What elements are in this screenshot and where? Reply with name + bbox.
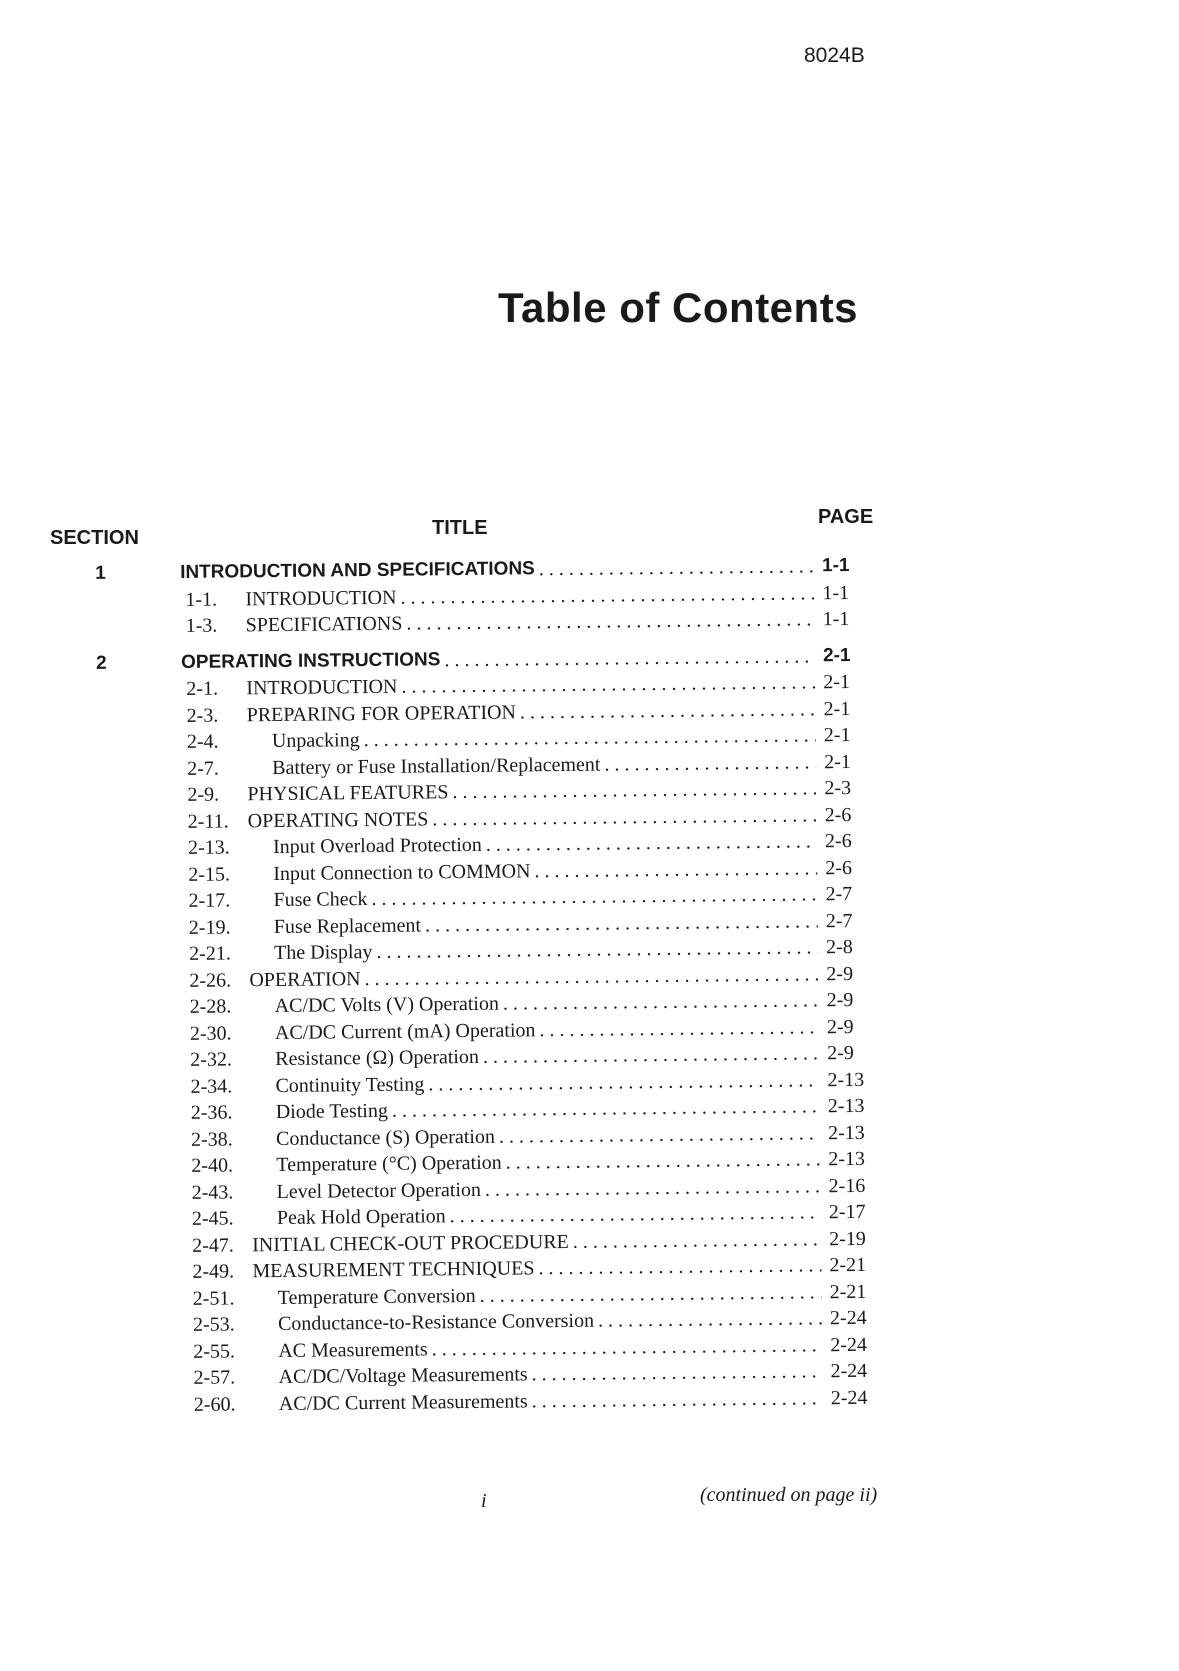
toc-entry-title: Fuse Check [273, 888, 368, 912]
toc-entry-number: 2-60. [193, 1392, 236, 1416]
toc-entry-title: Continuity Testing [275, 1072, 425, 1097]
toc-entry-title: Resistance (Ω) Operation [275, 1045, 480, 1071]
toc-entry-page: 2-8 [825, 935, 853, 959]
toc-entry-number: 2-13. [187, 836, 230, 859]
toc-entry-number: 2-30. [189, 1021, 232, 1045]
toc-entry-title: Unpacking [271, 729, 360, 753]
toc-entry-title: MEASUREMENT TECHNIQUES [252, 1257, 535, 1283]
toc-entry-title: Temperature Conversion [277, 1284, 476, 1309]
toc-entry-page: 2-1 [822, 644, 851, 666]
toc-entry-title: INTRODUCTION [245, 586, 397, 610]
toc-entry-page: 2-9 [826, 962, 854, 985]
dot-leader [452, 777, 816, 804]
toc-entry-number: 2-53. [192, 1313, 235, 1336]
dot-leader [392, 1095, 820, 1122]
toc-entry-number: 2-40. [191, 1154, 234, 1177]
toc-entry-page: 1-1 [822, 607, 850, 631]
toc-entry-page: 2-1 [823, 670, 851, 694]
toc-entry-title: AC Measurements [278, 1337, 428, 1362]
toc-entry-title: Input Connection to COMMON [273, 859, 531, 885]
toc-entry-number: 2-51. [192, 1286, 235, 1310]
dot-leader [534, 857, 817, 883]
dot-leader [428, 1069, 819, 1096]
toc-entry-page: 2-6 [824, 803, 852, 826]
toc-entry-title: AC/DC Volts (V) Operation [274, 992, 500, 1018]
toc-entry-number: 2-17. [188, 889, 231, 912]
toc-entry-number: 2-7. [187, 757, 219, 780]
toc-entry-number: 2-1. [186, 677, 219, 700]
toc-entry-title: OPERATION [249, 967, 361, 991]
toc-entry-number: 2-15. [188, 862, 231, 886]
dot-leader [364, 724, 816, 752]
toc-entry-page: 2-21 [829, 1280, 867, 1303]
toc-entry-number: 2-57. [193, 1366, 236, 1389]
toc-entry-number: 1-1. [185, 588, 218, 611]
toc-entry-page: 2-13 [827, 1068, 865, 1091]
toc-entry-page: 2-1 [824, 750, 851, 773]
dot-leader [364, 963, 818, 991]
dot-leader [432, 804, 817, 831]
dot-leader [425, 910, 818, 937]
toc-entry-number: 2-32. [190, 1048, 233, 1071]
toc-entry-page: 2-16 [828, 1174, 866, 1197]
toc-entry-title: Fuse Replacement [273, 913, 422, 938]
toc-entry-title: AC/DC Current Measurements [278, 1389, 528, 1415]
toc-entry-page: 2-1 [823, 697, 851, 720]
dot-leader [604, 751, 816, 776]
toc-entry-title: Diode Testing [275, 1099, 389, 1124]
toc-entry-page: 2-6 [824, 829, 852, 853]
toc-entry-title: OPERATING NOTES [247, 807, 429, 832]
column-header-title: TITLE [432, 517, 488, 539]
toc-entry-title: SPECIFICATIONS [245, 612, 403, 637]
toc-entry-title: INITIAL CHECK-OUT PROCEDURE [252, 1230, 569, 1256]
toc-entry-page: 2-6 [825, 856, 853, 879]
toc-entry-page: 1-1 [822, 581, 850, 604]
toc-entry-number: 2-3. [186, 704, 219, 727]
toc-entry-title: PREPARING FOR OPERATION [246, 700, 517, 726]
toc-section-number: 2 [95, 652, 107, 674]
page-title: Table of Contents [498, 284, 859, 331]
toc-entry-number: 2-49. [192, 1260, 235, 1283]
toc-entry-title: Conductance-to-Resistance Conversion [277, 1309, 595, 1336]
dot-leader [520, 698, 816, 724]
dot-leader [485, 1175, 821, 1202]
toc-entry-title: Input Overload Protection [272, 833, 482, 859]
toc-entry-title: Battery or Fuse Installation/Replacement [272, 753, 601, 779]
toc-entry-page: 2-9 [827, 1041, 854, 1065]
column-header-page: PAGE [818, 506, 874, 528]
toc-entry-number: 2-28. [189, 995, 232, 1018]
toc-entry-number: 2-45. [191, 1207, 234, 1230]
toc-entry-page: 2-7 [825, 882, 853, 906]
toc-entry-number: 2-43. [191, 1180, 234, 1204]
toc-entry-page: 2-13 [827, 1121, 865, 1144]
dot-leader [432, 1334, 823, 1361]
toc-entry-page: 2-24 [830, 1333, 868, 1356]
toc-entry-page: 2-1 [823, 723, 851, 747]
dot-leader [506, 1148, 821, 1174]
toc-entry-title: Conductance (S) Operation [275, 1125, 495, 1150]
toc-entry-page: 1-1 [821, 554, 850, 577]
toc-entry-number: 2-36. [190, 1101, 233, 1124]
toc-entry-page: 2-3 [824, 776, 852, 800]
toc-entry-page: 2-13 [827, 1094, 865, 1118]
toc-entry-title: OPERATING INSTRUCTIONS [180, 648, 441, 673]
toc-entry-page: 2-17 [828, 1200, 866, 1224]
model-number: 8024B [804, 44, 865, 67]
toc-entry-number: 2-9. [187, 783, 220, 806]
toc-entry-title: PHYSICAL FEATURES [247, 781, 449, 806]
toc-entry-page: 2-7 [825, 909, 853, 932]
dot-leader [499, 1122, 820, 1148]
toc-entry-page: 2-13 [828, 1147, 866, 1171]
toc-entry-number: 2-4. [186, 730, 219, 753]
toc-entry-title: INTRODUCTION [246, 675, 398, 700]
toc-entry-title: The Display [274, 941, 373, 965]
dot-leader [539, 555, 815, 581]
dot-leader [401, 671, 815, 698]
toc-entry-number: 2-38. [190, 1127, 233, 1151]
table-of-contents [0, 550, 1179, 1482]
dot-leader [480, 1281, 822, 1308]
toc-entry-title: Level Detector Operation [276, 1178, 482, 1203]
continued-note: (continued on page ii) [700, 1484, 878, 1506]
toc-entry-number: 2-26. [189, 968, 232, 992]
toc-entry-number: 2-47. [192, 1233, 234, 1257]
toc-entry-page: 2-24 [830, 1386, 868, 1409]
column-header-section: SECTION [50, 527, 139, 549]
dot-leader [539, 1016, 819, 1042]
dot-leader [450, 1201, 821, 1228]
toc-entry-page: 2-24 [829, 1306, 867, 1330]
toc-entry-title: INTRODUCTION AND SPECIFICATIONS [180, 558, 535, 583]
toc-entry-title: Temperature (°C) Operation [276, 1151, 502, 1177]
toc-entry-page: 2-24 [830, 1359, 868, 1383]
dot-leader [538, 1254, 821, 1280]
toc-entry-title: AC/DC Current (mA) Operation [274, 1018, 536, 1044]
dot-leader [376, 936, 818, 964]
page-number: i [481, 1490, 487, 1512]
dot-leader [598, 1307, 822, 1332]
toc-entry-page: 2-9 [826, 988, 854, 1012]
toc-entry-number: 2-55. [193, 1339, 236, 1363]
toc-entry-title: AC/DC/Voltage Measurements [278, 1363, 528, 1389]
dot-leader [486, 830, 817, 856]
toc-entry-number: 2-11. [187, 810, 229, 833]
dot-leader [503, 989, 819, 1015]
toc-entry-number: 2-21. [189, 942, 231, 965]
toc-entry-number: 2-19. [188, 915, 231, 939]
toc-entry-page: 2-19 [829, 1227, 866, 1250]
toc-entry-page: 2-21 [829, 1253, 867, 1277]
toc-entry-number: 2-34. [190, 1074, 233, 1098]
dot-leader [531, 1360, 822, 1386]
toc-entry-page: 2-9 [826, 1015, 854, 1038]
dot-leader [483, 1042, 820, 1069]
toc-entry-number: 1-3. [185, 614, 218, 637]
toc-entry-title: Peak Hold Operation [276, 1205, 446, 1230]
dot-leader [444, 645, 815, 672]
dot-leader [371, 883, 817, 911]
dot-leader [406, 608, 815, 635]
dot-leader [532, 1387, 823, 1413]
toc-section-number: 1 [95, 562, 106, 584]
dot-leader [400, 582, 814, 609]
dot-leader [573, 1228, 822, 1254]
